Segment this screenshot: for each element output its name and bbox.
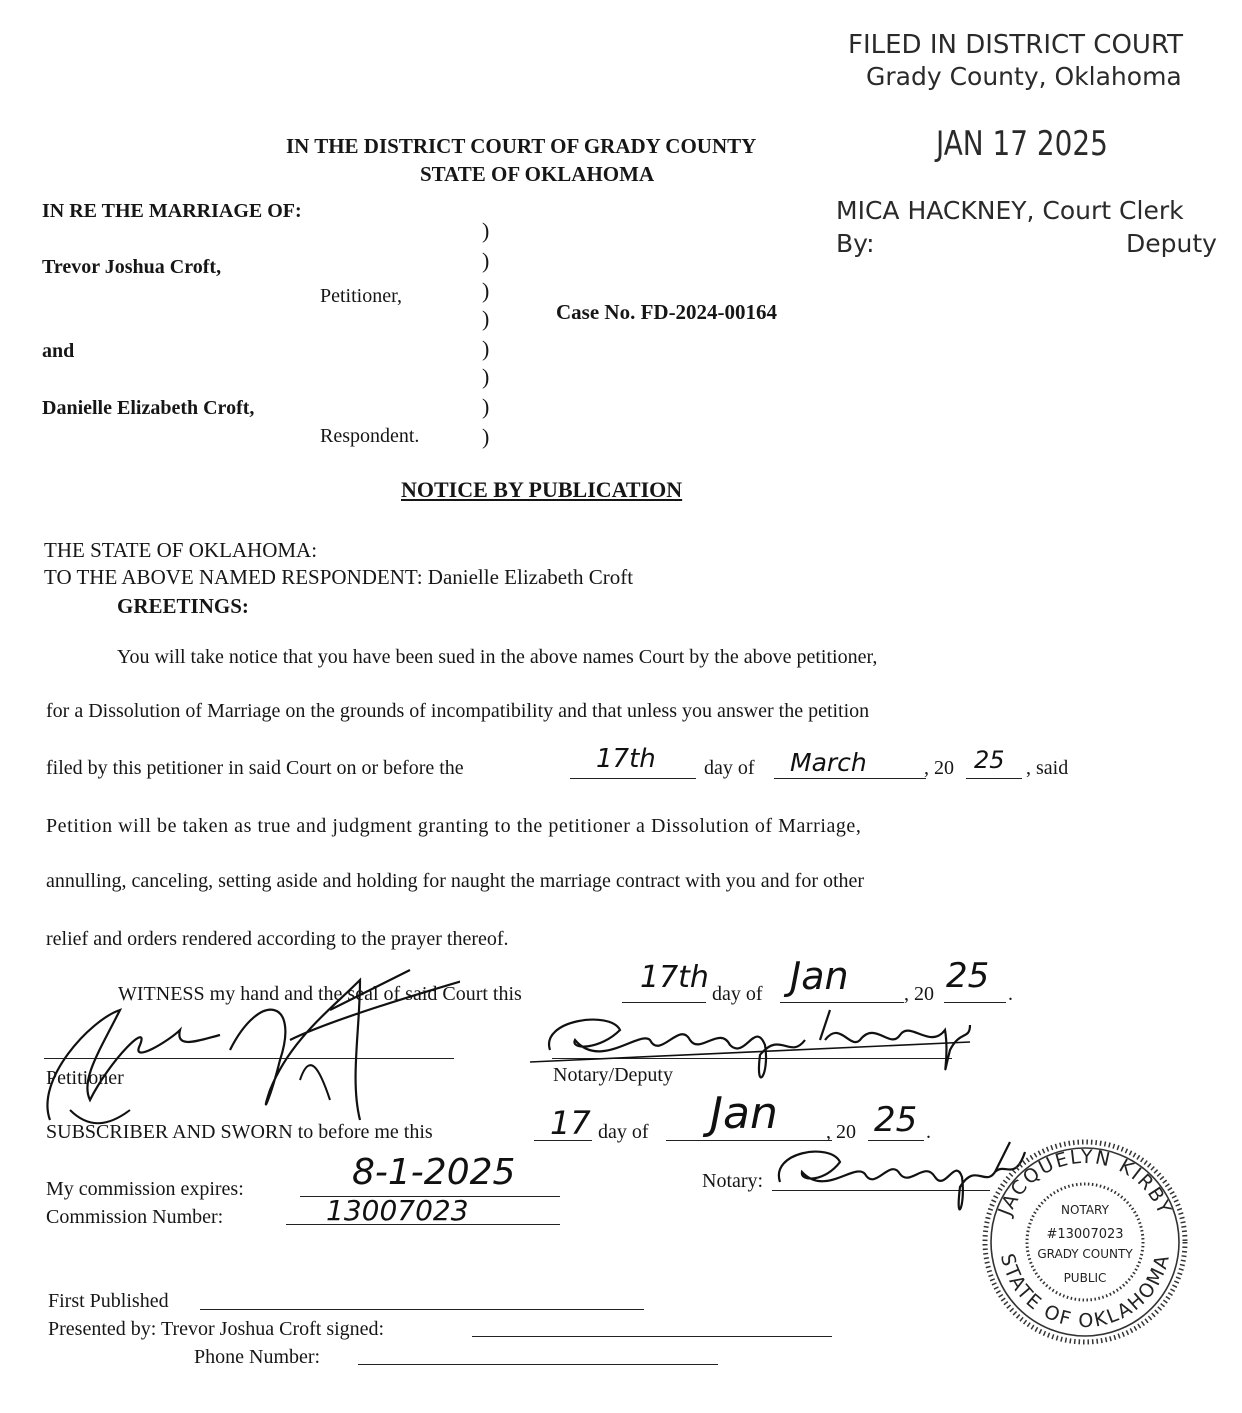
bracket-mark: ) bbox=[482, 336, 490, 361]
body-line-3-dayof: day of bbox=[704, 757, 755, 779]
bracket-mark: ) bbox=[482, 218, 490, 243]
bracket-mark: ) bbox=[482, 248, 490, 273]
clerk-deputy-label: Deputy bbox=[1126, 229, 1217, 258]
notary-deputy-label: Notary/Deputy bbox=[553, 1064, 673, 1086]
body-line-6: relief and orders rendered according to the prayer thereof. bbox=[46, 928, 509, 950]
witness-day-handwritten: 17th bbox=[640, 960, 709, 995]
seal-number-text: #13007023 bbox=[1046, 1227, 1124, 1242]
petitioner-label: Petitioner bbox=[46, 1067, 124, 1089]
sworn-month-handwritten: Jan bbox=[710, 1088, 778, 1139]
first-published-label: First Published bbox=[48, 1290, 169, 1312]
filed-stamp-line2: Grady County, Oklahoma bbox=[866, 62, 1182, 91]
answer-day-handwritten: 17th bbox=[596, 744, 656, 774]
salutation-respondent: TO THE ABOVE NAMED RESPONDENT: Danielle Elizabeth Croft bbox=[44, 565, 634, 589]
answer-month-handwritten: March bbox=[790, 748, 867, 777]
seal-bottom-text: STATE OF OKLAHOMA bbox=[995, 1251, 1175, 1333]
document-title: NOTICE BY PUBLICATION bbox=[401, 477, 683, 502]
phone-number-blank bbox=[358, 1364, 718, 1365]
witness-text: WITNESS my hand and the seal of said Court this bbox=[118, 983, 522, 1005]
bracket-mark: ) bbox=[482, 306, 490, 331]
body-line-3-start: filed by this petitioner in said Court on or before the bbox=[46, 757, 464, 779]
witness-year-handwritten: 25 bbox=[946, 956, 990, 996]
notary-label: Notary: bbox=[702, 1170, 764, 1192]
notary-deputy-signature bbox=[530, 1000, 990, 1100]
bracket-mark: ) bbox=[482, 394, 490, 419]
sworn-dayof: day of bbox=[598, 1121, 649, 1143]
body-line-2: for a Dissolution of Marriage on the grounds of incompatibility and that unless you answer the petition bbox=[46, 700, 870, 722]
phone-number-label: Phone Number: bbox=[194, 1346, 321, 1368]
in-re-label: IN RE THE MARRIAGE OF: bbox=[42, 200, 302, 222]
body-line-5: annulling, canceling, setting aside and holding for naught the marriage contract with you and for other bbox=[46, 870, 865, 892]
respondent-role: Respondent. bbox=[320, 425, 420, 447]
sworn-text: SUBSCRIBER AND SWORN to before me this bbox=[46, 1121, 433, 1143]
and-label: and bbox=[42, 340, 75, 362]
witness-year-prefix: , 20 bbox=[904, 983, 934, 1005]
first-published-blank bbox=[200, 1309, 644, 1310]
presented-by-label: Presented by: Trevor Joshua Croft signed: bbox=[48, 1318, 385, 1340]
witness-end: . bbox=[1008, 983, 1013, 1005]
commission-expires-label: My commission expires: bbox=[46, 1178, 244, 1200]
answer-year-blank bbox=[966, 778, 1022, 779]
witness-dayof: day of bbox=[712, 983, 763, 1005]
seal-top-text: JACQUELYN KIRBY bbox=[994, 1145, 1176, 1219]
seal-notary-text: NOTARY bbox=[1061, 1203, 1109, 1217]
answer-day-blank bbox=[570, 778, 696, 779]
filed-date: JAN 17 2025 bbox=[936, 124, 1108, 164]
clerk-by-label: By: bbox=[836, 229, 875, 258]
salutation-state: THE STATE OF OKLAHOMA: bbox=[44, 538, 318, 562]
petitioner-role: Petitioner, bbox=[320, 285, 402, 307]
seal-county-text: GRADY COUNTY bbox=[1037, 1247, 1133, 1261]
sworn-year-prefix: , 20 bbox=[826, 1121, 856, 1143]
respondent-name: Danielle Elizabeth Croft, bbox=[42, 397, 255, 419]
answer-month-blank bbox=[774, 778, 926, 779]
petitioner-signature bbox=[30, 950, 460, 1150]
commission-number-handwritten: 13007023 bbox=[326, 1194, 469, 1227]
petitioner-name: Trevor Joshua Croft, bbox=[42, 256, 222, 278]
body-line-4: Petition will be taken as true and judgment granting to the petitioner a Dissolution of Marriage, bbox=[46, 815, 862, 837]
filed-stamp-line1: FILED IN DISTRICT COURT bbox=[848, 30, 1184, 60]
presented-by-signature-blank bbox=[472, 1336, 832, 1337]
answer-year-handwritten: 25 bbox=[974, 746, 1005, 774]
sworn-end: . bbox=[926, 1121, 931, 1143]
seal-public-text: PUBLIC bbox=[1063, 1271, 1107, 1285]
state-heading: STATE OF OKLAHOMA bbox=[420, 162, 655, 186]
bracket-mark: ) bbox=[482, 424, 490, 449]
sworn-day-handwritten: 17 bbox=[550, 1104, 591, 1142]
body-line-3-end: , said bbox=[1026, 757, 1069, 779]
sworn-year-handwritten: 25 bbox=[874, 1100, 918, 1140]
court-heading: IN THE DISTRICT COURT OF GRADY COUNTY bbox=[286, 134, 757, 158]
commission-number-label: Commission Number: bbox=[46, 1206, 224, 1228]
greetings: GREETINGS: bbox=[117, 594, 249, 618]
case-number: Case No. FD-2024-00164 bbox=[556, 300, 778, 324]
body-line-3-year-prefix: , 20 bbox=[924, 757, 954, 779]
body-line-1: You will take notice that you have been sued in the above names Court by the above petitioner, bbox=[117, 646, 878, 668]
commission-expires-handwritten: 8-1-2025 bbox=[352, 1152, 516, 1193]
bracket-mark: ) bbox=[482, 364, 490, 389]
notary-seal bbox=[976, 1134, 1194, 1346]
witness-month-handwritten: Jan bbox=[790, 954, 849, 998]
court-clerk-name: MICA HACKNEY, Court Clerk bbox=[836, 196, 1184, 225]
bracket-mark: ) bbox=[482, 278, 490, 303]
